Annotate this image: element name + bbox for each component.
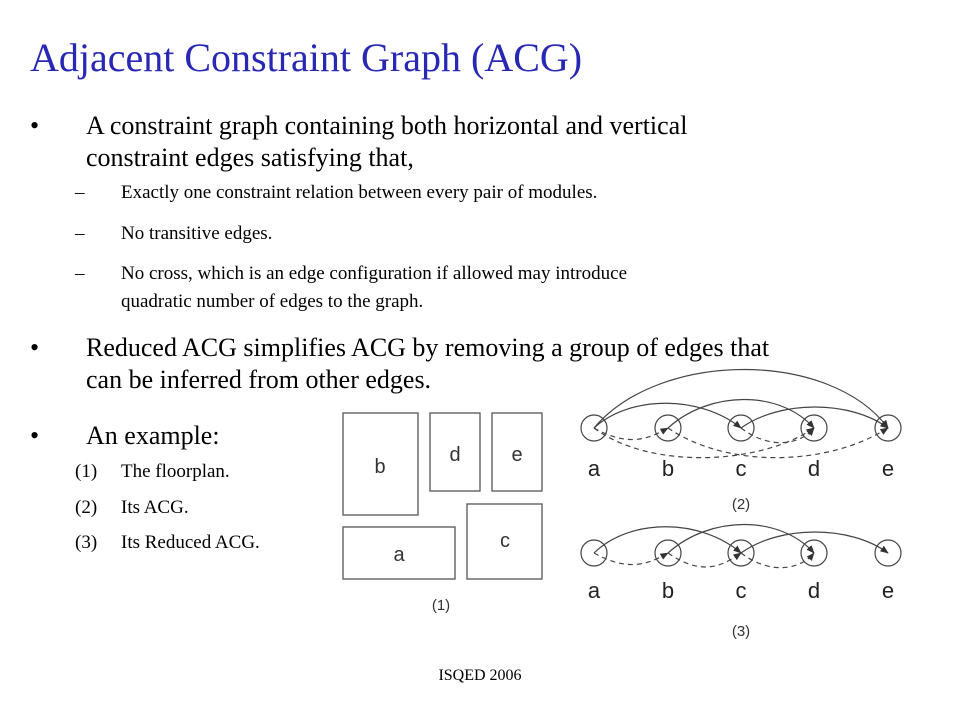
- item-number: (2): [75, 497, 98, 518]
- dash-symbol: –: [75, 263, 85, 284]
- figure-caption-3: (3): [731, 623, 751, 640]
- node-label: b: [661, 578, 675, 603]
- figure-caption-2: (2): [731, 496, 751, 513]
- vertical-edge: [594, 428, 668, 440]
- bullet-line: constraint edges satisfying that,: [86, 143, 414, 172]
- node-label: a: [587, 456, 601, 481]
- module-label: d: [449, 444, 461, 466]
- horizontal-edge: [668, 400, 814, 429]
- node-label: c: [735, 456, 747, 481]
- subitem-line: quadratic number of edges to the graph.: [121, 291, 424, 312]
- vertical-edge: [668, 553, 741, 567]
- bullet-symbol: •: [30, 333, 40, 362]
- node-label: d: [807, 578, 821, 603]
- item-number: (1): [75, 461, 98, 482]
- reduced-acg-graph: [581, 525, 901, 568]
- floorplan-diagram: [343, 413, 542, 579]
- bullet-line: A constraint graph containing both horizontal and vertical: [86, 111, 688, 140]
- horizontal-edge: [741, 407, 888, 428]
- module-label: a: [393, 544, 405, 566]
- vertical-edge: [594, 428, 814, 458]
- subitem-line: No cross, which is an edge configuration if allowed may introduce: [121, 263, 627, 284]
- item-text: Its Reduced ACG.: [121, 532, 260, 553]
- bullet-line: can be inferred from other edges.: [86, 365, 432, 394]
- node-label: c: [735, 578, 747, 603]
- node-label: e: [881, 578, 895, 603]
- module-label: e: [511, 444, 523, 466]
- node-label: e: [881, 456, 895, 481]
- figure-caption-1: (1): [431, 597, 451, 614]
- module-label: b: [374, 456, 386, 478]
- slide-title: Adjacent Constraint Graph (ACG): [30, 35, 583, 80]
- subitem-line: No transitive edges.: [121, 223, 273, 244]
- dash-symbol: –: [75, 182, 85, 203]
- bullet-line: An example:: [86, 421, 220, 450]
- acg-graph: [581, 370, 901, 458]
- bullet-line: Reduced ACG simplifies ACG by removing a group of edges that: [86, 333, 770, 362]
- dash-symbol: –: [75, 223, 85, 244]
- module-label: c: [500, 530, 510, 552]
- item-text: The floorplan.: [121, 461, 230, 482]
- bullet-symbol: •: [30, 111, 40, 140]
- vertical-edge: [594, 553, 668, 565]
- node-label: b: [661, 456, 675, 481]
- horizontal-edge: [741, 532, 888, 553]
- node-label: d: [807, 456, 821, 481]
- bullet-symbol: •: [30, 421, 40, 450]
- item-number: (3): [75, 532, 98, 553]
- horizontal-edge: [594, 370, 888, 429]
- node-label: a: [587, 578, 601, 603]
- subitem-line: Exactly one constraint relation between every pair of modules.: [121, 182, 598, 203]
- footer-text: ISQED 2006: [438, 667, 522, 684]
- item-text: Its ACG.: [121, 497, 189, 518]
